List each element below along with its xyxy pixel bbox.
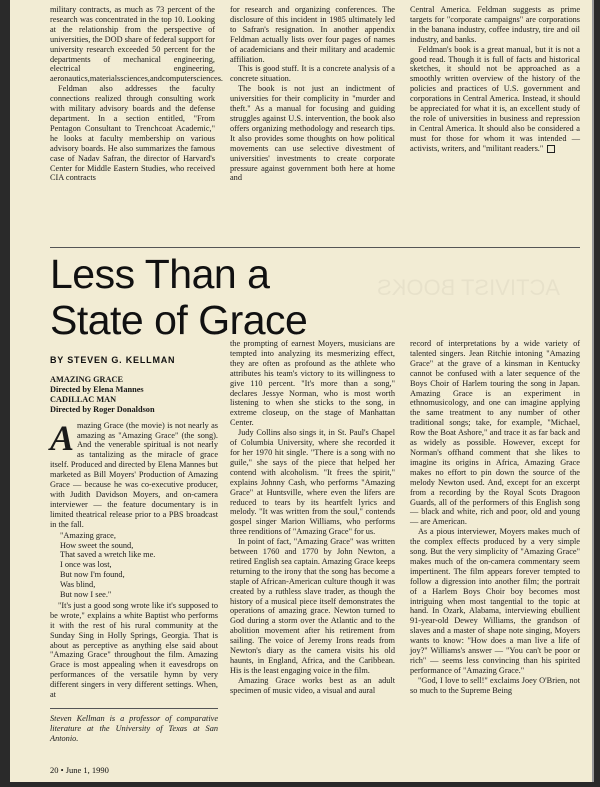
lyric-line: That saved a wretch like me. (60, 550, 156, 560)
article-column-3 (410, 339, 580, 696)
paragraph: for research and organizing conferences. The disclosure of this incident in 1985 ultimately led to Safran's resignation. In another appendix Feldman actually lists over four pages of names of academicians and their military and academic affiliation. (230, 5, 395, 64)
credit-line: Directed by Roger Donaldson (50, 404, 155, 414)
magazine-page (10, 0, 594, 782)
paragraph: Central America. Feldman suggests as prime targets for "corporate campaigns" are corporations in the banana industry, coffee industry, tire and oil industry, and banks. (410, 5, 580, 44)
paragraph: As a pious interviewer, Moyers makes much of the complex effects produced by a very simple song. But the very simplicity of "Amazing Grace" makes much of the on-camera commentary seem impertinent. The film appears forever tempted to follow a digression into another film; the portrait of a Harlem Boys Choir boy becomes most intriguing when most tangential to the topic at hand. In Ozark, Alabama, interviewing ebullient 91-year-old Dewey Williams, the grandson of slaves and a master of shape note singing, Moyers wants to know: "How does a man live a life of joy?" Williams's answer — "You can't be poor or rich" — seems less convincing than his spirited performance of "Amazing Grace." (410, 527, 580, 675)
paragraph: Amazing Grace works best as an adult specimen of music video, a visual and aural (230, 675, 395, 695)
hymn-lyrics (60, 531, 218, 600)
top-column-2 (230, 5, 395, 183)
paragraph: record of interpretations by a wide variety of talented singers. Jean Ritchie intoning "Amazing Grace" at the grave of a kinsman in Kentucky cannot be confused with a later sequence of the Boys Choir of Harlem touring the song in Japan. Amazing Grace is an experiment in ethnomusicology, and one can imagine applying the same treatment to any number of other traditional songs; take, for example, "Michael, Row the Boat Ashore," and trace it as far back and as widely as possible. However, except for Norman's offhand comment that she likes to imagine its origins in Africa, Amazing Grace makes no effort to pin down the source of the melody Newton used. And, except for an excerpt from a recording by the Royal Scots Dragoon Guards, all of the performers of this English song — black and white, rich and poor, old and young — are American. (410, 339, 580, 527)
credit-line: AMAZING GRACE (50, 375, 124, 384)
article-column-2 (230, 339, 395, 696)
lyric-line: Was blind, (60, 580, 96, 590)
show-through-watermark (320, 275, 560, 301)
article-title-line-1: Less Than a (50, 251, 270, 297)
lead-text: mazing Grace (the movie) is not nearly as amazing as "Amazing Grace" (the song). And the venerable spiritual is not nearly as tantalizing as the miracle of grace itself. Produced and directed by Elena Mannes but marketed as Bill Moyers' Production of Amazing Grace — because he was co-executive producer, with Judith Davidson Moyers, and on-camera interviewer — the feature documentary is in limited theatrical release prior to a PBS broadcast in the fall. (50, 420, 218, 529)
credit-line: Directed by Elena Mannes (50, 384, 144, 394)
lead-paragraph (50, 417, 218, 530)
paragraph: the prompting of earnest Moyers, musicians are tempted into analyzing its mesmerizing effect, they are often as profound as the athlete who attributes his team's victory to its willingness to give 110 percent. "It's more than a song," declares Jessye Norman, who is most worth listening to when she sticks to the song, in extreme closeup, on the stage of Manhattan Center. (230, 339, 395, 428)
paragraph: Judy Collins also sings it, in St. Paul's Chapel of Columbia University, where she recorded it for her 1970 hit single. "There is a song with no guile," she says of the piece that helped her contend with alcoholism. "It frees the spirit," explains Johnny Cash, who performs "Amazing Grace" at Huntsville, where even the lifers are reduced to tears by its heartfelt lyrics and melody. "It was written from the soul," contends gospel singer Marion Williams, who performs three renditions of "Amazing Grace" for us. (230, 428, 395, 537)
paragraph: "God, I love to sell!" exclaims Joey O'Brien, not so much to the Supreme Being (410, 675, 580, 695)
paragraph: The book is not just an indictment of universities for their complicity in "murder and theft." As a manual for focusing and guiding struggles against U.S. intervention, the book also offers organizing methodology and research tips. It also provides some thoughts on how political movements can use selective divestment of universities' investments to create corporate pressure against government both here at home and (230, 84, 395, 183)
bio-divider (50, 708, 218, 709)
lyric-line: "Amazing grace, (60, 530, 116, 540)
end-mark-icon (547, 145, 555, 153)
paragraph: In point of fact, "Amazing Grace" was written between 1760 and 1770 by John Newton, a retired English sea captain. Amazing Grace keeps returning to the irony that the song has become a staple of African-American culture though it was created by a ruthless slave trader, as though the history of a musical piece itself demonstrates the operations of amazing grace. Newton turned to God during a storm over the Atlantic and to the abolition movement after his retirement from sailing. The voice of Jeremy Irons reads from Newton's diary as the camera visits his old haunts, in England, Africa, and the Caribbean. His is the least engaging voice in the film. (230, 537, 395, 675)
lyric-line: I once was lost, (60, 560, 112, 570)
top-column-3 (410, 5, 580, 154)
author-bio: Steven Kellman is a professor of comparative literature at the University of Texas at San Antonio. (50, 714, 218, 743)
article-column-1 (50, 375, 218, 744)
drop-cap: A (50, 417, 75, 458)
lyric-line: But now I see." (60, 590, 112, 600)
paragraph: "It's just a good song wrote like it's supposed to be wrote," explains a white Baptist who performs it with the rest of his rural community at the Sunday Sing in Holly Springs, Georgia. That is about as perceptive as anything else said about "Amazing Grace" throughout the film. Amazing Grace is most appealing when it eavesdrops on performances of the versatile hymn by very different singers in very different settings. When, at (50, 600, 218, 700)
paragraph (410, 45, 580, 154)
review-credits (50, 375, 218, 415)
paragraph-text: Feldman's book is a great manual, but it is not a good read. Though it is full of facts and historical sketches, it should not be approached as a smoothly written overview of the history of the policies and practices of U.S. government and corporations in Central America. Instead, it should be appreciated for what it is, an excellent study of the role of universities in business and repression in Central America. It should also be considered a must for those for whom it was intended — activists, writers, and "militant readers." (410, 44, 580, 153)
paragraph: This is good stuff. It is a concrete analysis of a concrete situation. (230, 64, 395, 84)
article-title-line-2: State of Grace (50, 297, 308, 343)
lyric-line: How sweet the sound, (60, 540, 134, 550)
paragraph: Feldman also addresses the faculty connections realized through consulting work with military advisory boards and the defense department. In a section entitled, "From Pentagon Consultant to Trenchcoat Academic," he looks at faculty membership on various advisory boards. He also summarizes the famous case of Nadav Safran, the director of Harvard's Center for Middle Eastern Studies, who received CIA contracts (50, 84, 215, 183)
section-divider (50, 247, 580, 248)
lyric-line: But now I'm found, (60, 570, 125, 580)
page-folio: 20 • June 1, 1990 (50, 765, 109, 775)
top-column-1 (50, 5, 224, 183)
paragraph: military contracts, as much as 73 percent of the research was concentrated in the top 10. Looking at the relationship from the perspective of universities, the DOD share of federal support for university research exceeded 50 percent for the departments of mechanical engineering, electrical engineering, aeronautics,materialssciences,andcomputersciences. (50, 5, 224, 84)
byline: BY STEVEN G. KELLMAN (50, 355, 176, 365)
credit-line: CADILLAC MAN (50, 394, 117, 404)
